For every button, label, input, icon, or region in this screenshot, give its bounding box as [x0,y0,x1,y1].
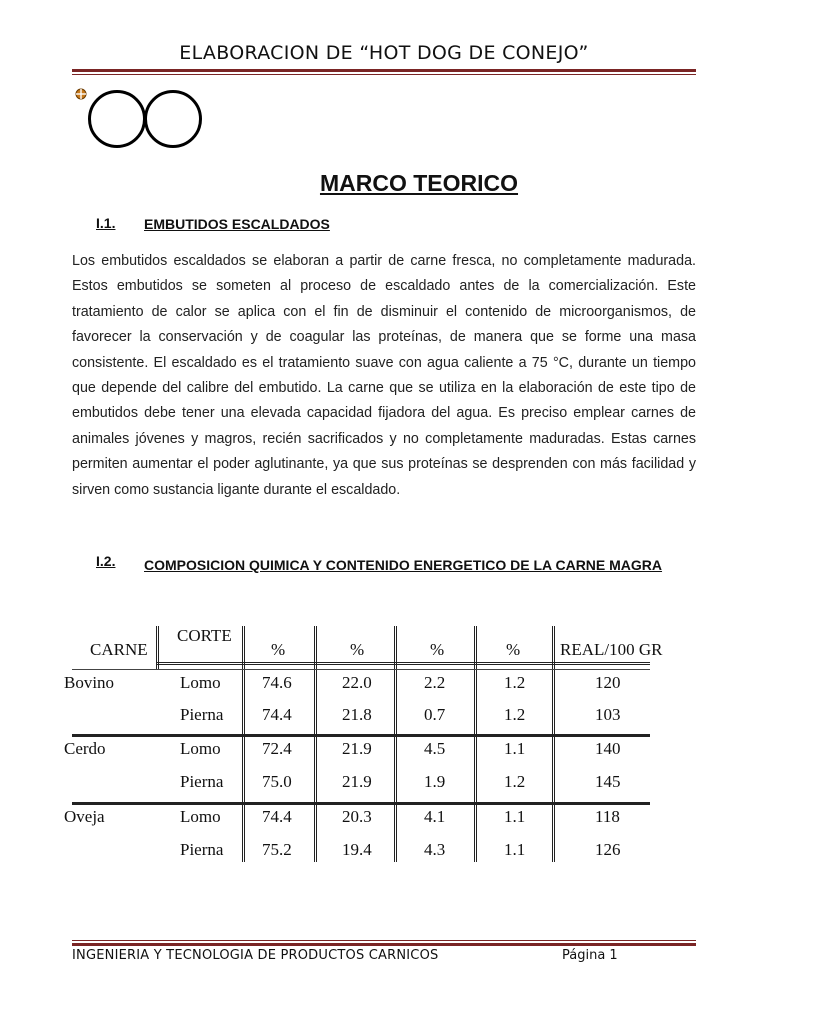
table-cell: 20.3 [342,807,372,826]
section1-paragraph: Los embutidos escaldados se elaboran a partir de carne fresca, no completamente madurada. Estos embutidos se someten al proceso de escaldado antes de la comercialización. Este tratamiento de calor se aplica con el fin de disminuir el contenido de microorganismos, de favorecer la conservación y de coagular las proteínas, de manera que se forme una masa consistente. El escaldado es el tratamiento suave con agua caliente a 75 °C, durante un tiempo que depende del calibre del embutido. La carne que se utiliza en la elaboración de este tipo de embutidos debe tener una elevada capacidad fijadora del agua. Es preciso emplear carnes de animales jóvenes y magros, recién sacrificados y no completamente maduradas. Estas carnes permiten aumentar el poder aglutinante, ya que sus proteínas se desprenden con más facilidad y sirven como sustancia ligante durante el escaldado. [72,253,696,498]
table-cell: 75.2 [262,840,292,859]
table-cell: 4.5 [424,739,446,758]
table-cell: 140 [595,739,621,758]
table-cell: 0.7 [424,705,446,724]
table-cell: 1.2 [504,772,526,791]
table-cell: 1.1 [504,840,526,859]
composition-table [64,626,663,862]
table-cell: 118 [595,807,620,826]
table-hline-top [156,662,650,665]
table-cell: 4.1 [424,807,446,826]
table-cell: Lomo [180,673,221,692]
table-cell: 75.0 [262,772,292,791]
table-cell: 74.4 [262,807,292,826]
table-cell: 21.9 [342,739,372,758]
footer-text: INGENIERIA Y TECNOLOGIA DE PRODUCTOS CARNICOS [72,948,439,963]
table-cell: Pierna [180,840,224,859]
table-cell: 74.6 [262,673,292,692]
table-cell: 1.9 [424,772,446,791]
table-carne-cell: Oveja [64,807,105,826]
bullet-icon [75,88,87,100]
table-header-cell: % [271,640,286,659]
table-hline-group-2 [72,734,650,737]
table-cell: 1.2 [504,705,526,724]
table-header-cell: % [506,640,521,659]
table-header-cell: % [350,640,365,659]
footer-rule-thick [72,943,696,946]
section2-title: COMPOSICION QUIMICA Y CONTENIDO ENERGETICO DE LA CARNE MAGRA [144,557,663,573]
table-cell: 1.1 [504,807,526,826]
table-header-cell: REAL/100 GR [560,640,663,659]
table-cell: 4.3 [424,840,446,859]
table-header-cell: CORTE [177,626,232,645]
table-cell: 120 [595,673,621,692]
footer-page-number: Página 1 [562,948,618,963]
table-cell: 74.4 [262,705,292,724]
page-header-title: ELABORACION DE “HOT DOG DE CONEJO” [179,42,589,64]
table-header-cell: CARNE [90,640,148,659]
table-header-cell: % [430,640,445,659]
table-carne-cell: Cerdo [64,739,106,758]
table-cell: 22.0 [342,673,372,692]
main-title: MARCO TEORICO [319,170,519,196]
table-cell: 19.4 [342,840,372,859]
table-cell: 1.1 [504,739,526,758]
section1-number: I.1. [96,215,116,231]
table-hline-group-3 [72,802,650,805]
decorative-circle-left [88,90,146,148]
section2-number: I.2. [96,553,116,569]
table-cell: Pierna [180,705,224,724]
section1-title: EMBUTIDOS ESCALDADOS [144,216,330,232]
table-cell: 21.9 [342,772,372,791]
header-rule-thick [72,69,696,72]
table-carne-cell: Bovino [64,673,115,692]
table-cell: Lomo [180,739,221,758]
table-cell: 21.8 [342,705,372,724]
footer-rule-thin [72,940,696,941]
header-rule-thin [72,74,696,75]
table-cell: 72.4 [262,739,292,758]
decorative-circle-right [144,90,202,148]
table-cell: Lomo [180,807,221,826]
table-cell: 145 [595,772,621,791]
table-cell: 126 [595,840,621,859]
table-cell: 103 [595,705,621,724]
table-hline-head [72,669,650,670]
table-cell: Pierna [180,772,224,791]
table-cell: 1.2 [504,673,526,692]
table-cell: 2.2 [424,673,446,692]
